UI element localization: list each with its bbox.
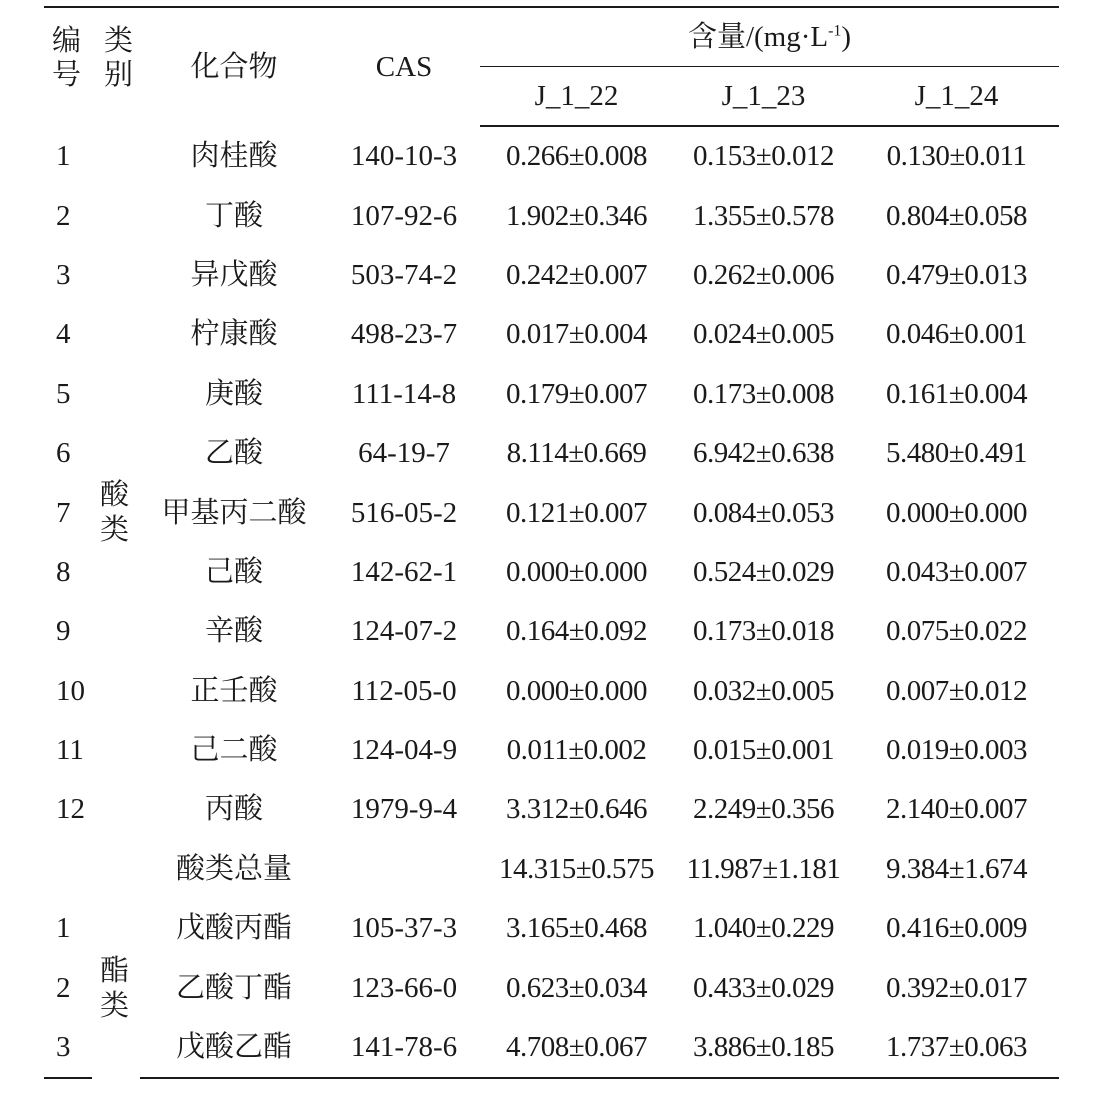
cas-number: 516-05-2 <box>350 496 458 529</box>
table-row <box>44 721 1059 780</box>
content-value-sample-2: 0.153±0.012 <box>693 140 834 173</box>
row-number: 3 <box>56 258 71 291</box>
content-value-sample-2: 0.524±0.029 <box>693 555 834 588</box>
cas-number: 64-19-7 <box>358 437 450 470</box>
header-no <box>44 7 92 126</box>
cas-number: 142-62-1 <box>350 555 458 588</box>
content-value-sample-1: 14.315±0.575 <box>499 852 654 885</box>
row-number: 4 <box>56 318 71 351</box>
content-value-sample-1: 0.017±0.004 <box>506 318 647 351</box>
content-value-sample-3: 0.130±0.011 <box>886 140 1027 173</box>
content-value-sample-2: 0.032±0.005 <box>693 674 834 707</box>
content-value-sample-3: 2.140±0.007 <box>886 793 1027 826</box>
category-cell <box>92 126 140 899</box>
compound-content-table <box>44 6 1059 1079</box>
compound-name: 丙酸 <box>204 793 263 826</box>
content-value-sample-2: 0.084±0.053 <box>693 496 834 529</box>
table-row <box>44 186 1059 245</box>
table-row <box>44 780 1059 839</box>
category-cell <box>92 899 140 1078</box>
header-content-sup: -1 <box>828 21 842 39</box>
compound-name: 正壬酸 <box>190 674 278 707</box>
header-cat-char-2: 别 <box>104 59 134 92</box>
table-row <box>44 1018 1059 1078</box>
content-value-sample-2: 2.249±0.356 <box>693 793 834 826</box>
row-number: 1 <box>56 139 71 172</box>
cas-number: 1979-9-4 <box>350 793 458 826</box>
category-char-2: 类 <box>100 513 130 546</box>
compound-name: 丁酸 <box>204 199 263 232</box>
compound-table-page <box>44 6 1059 1079</box>
content-value-sample-2: 0.024±0.005 <box>693 318 834 351</box>
table-row <box>44 899 1059 958</box>
header-content-main: 含量/(mg·L <box>687 20 829 53</box>
cas-number: 498-23-7 <box>350 318 458 351</box>
content-value-sample-3: 0.479±0.013 <box>886 258 1027 291</box>
content-value-sample-3: 0.161±0.004 <box>886 377 1027 410</box>
cas-number: 107-92-6 <box>350 199 458 232</box>
table-row <box>44 483 1059 542</box>
compound-name: 甲基丙二酸 <box>161 496 307 529</box>
content-value-sample-1: 1.902±0.346 <box>506 199 647 232</box>
cas-number: 105-37-3 <box>350 912 458 945</box>
content-value-sample-1: 0.623±0.034 <box>506 971 647 1004</box>
content-value-sample-1: 0.179±0.007 <box>506 377 647 410</box>
header-no-char-1: 编 <box>52 25 82 57</box>
compound-name: 己二酸 <box>190 734 278 767</box>
content-value-sample-1: 4.708±0.067 <box>480 1018 673 1078</box>
content-value-sample-1: 0.242±0.007 <box>506 258 647 291</box>
category-char-1: 酸 <box>100 479 130 512</box>
header-content-close: ) <box>841 20 852 53</box>
row-number: 2 <box>56 199 71 232</box>
content-value-sample-3: 0.075±0.022 <box>886 615 1027 648</box>
cas-number: 124-04-9 <box>350 734 458 767</box>
content-value-sample-3: 1.737±0.063 <box>854 1018 1059 1078</box>
compound-name: 辛酸 <box>204 615 263 648</box>
category-char-2: 类 <box>100 989 130 1022</box>
header-sample-3: J_1_24 <box>854 67 1059 127</box>
row-number: 9 <box>56 615 71 648</box>
content-value-sample-2: 0.433±0.029 <box>693 971 834 1004</box>
content-value-sample-2: 0.173±0.008 <box>693 377 834 410</box>
row-number: 10 <box>56 674 85 707</box>
content-value-sample-3: 0.000±0.000 <box>886 496 1027 529</box>
content-value-sample-1: 0.000±0.000 <box>506 674 647 707</box>
compound-name: 酸类总量 <box>175 852 292 885</box>
content-value-sample-2: 3.886±0.185 <box>673 1018 854 1078</box>
header-cat-char-1: 类 <box>104 25 134 57</box>
cas-number: 503-74-2 <box>350 258 458 291</box>
header-sample-2: J_1_23 <box>673 67 854 127</box>
content-value-sample-1: 0.266±0.008 <box>506 140 647 173</box>
header-cas: CAS <box>328 7 480 126</box>
content-value-sample-3: 0.804±0.058 <box>886 199 1027 232</box>
cas-number: 124-07-2 <box>350 615 458 648</box>
content-value-sample-2: 6.942±0.638 <box>693 437 834 470</box>
header-content <box>480 7 1059 67</box>
content-value-sample-1: 3.312±0.646 <box>506 793 647 826</box>
cas-number: 112-05-0 <box>351 674 457 707</box>
category-char-1: 酯 <box>100 955 130 988</box>
row-number <box>44 840 92 899</box>
content-value-sample-2: 1.040±0.229 <box>693 912 834 945</box>
row-number: 6 <box>56 437 71 470</box>
row-number: 5 <box>56 377 71 410</box>
table-row <box>44 543 1059 602</box>
compound-name: 庚酸 <box>204 377 263 410</box>
content-value-sample-1: 0.121±0.007 <box>506 496 647 529</box>
content-value-sample-2: 1.355±0.578 <box>693 199 834 232</box>
cas-number: 111-14-8 <box>351 377 457 410</box>
content-value-sample-3: 0.043±0.007 <box>886 555 1027 588</box>
content-value-sample-3: 0.392±0.017 <box>886 971 1027 1004</box>
table-row <box>44 246 1059 305</box>
table-row <box>44 126 1059 186</box>
content-value-sample-2: 0.262±0.006 <box>693 258 834 291</box>
table-row <box>44 365 1059 424</box>
content-value-sample-2: 11.987±1.181 <box>686 852 841 885</box>
row-number: 3 <box>44 1018 92 1078</box>
cas-number <box>328 840 480 899</box>
table-row <box>44 662 1059 721</box>
compound-name: 乙酸 <box>204 437 263 470</box>
cas-number: 141-78-6 <box>328 1018 480 1078</box>
table-row <box>44 602 1059 661</box>
content-value-sample-1: 8.114±0.669 <box>506 437 647 470</box>
header-no-char-2: 号 <box>52 59 82 92</box>
content-value-sample-2: 0.015±0.001 <box>693 734 834 767</box>
content-value-sample-2: 0.173±0.018 <box>693 615 834 648</box>
compound-name: 异戊酸 <box>190 258 278 291</box>
content-value-sample-3: 0.007±0.012 <box>886 674 1027 707</box>
compound-name: 乙酸丁酯 <box>175 971 292 1004</box>
row-number: 1 <box>56 912 71 945</box>
table-row <box>44 840 1059 899</box>
content-value-sample-1: 3.165±0.468 <box>506 912 647 945</box>
header-category <box>92 7 140 126</box>
content-value-sample-1: 0.000±0.000 <box>506 555 647 588</box>
table-row <box>44 958 1059 1017</box>
content-value-sample-1: 0.164±0.092 <box>506 615 647 648</box>
compound-name: 戊酸丙酯 <box>175 912 292 945</box>
content-value-sample-3: 5.480±0.491 <box>886 437 1027 470</box>
table-row <box>44 424 1059 483</box>
header-sample-1: J_1_22 <box>480 67 673 127</box>
row-number: 2 <box>56 971 71 1004</box>
cas-number: 123-66-0 <box>350 971 458 1004</box>
cas-number: 140-10-3 <box>350 139 458 172</box>
compound-name: 戊酸乙酯 <box>140 1018 328 1078</box>
compound-name: 肉桂酸 <box>190 139 278 172</box>
table-body <box>44 126 1059 1078</box>
row-number: 12 <box>56 793 85 826</box>
content-value-sample-3: 0.019±0.003 <box>886 734 1027 767</box>
content-value-sample-3: 0.416±0.009 <box>886 912 1027 945</box>
header-compound: 化合物 <box>140 7 328 126</box>
content-value-sample-3: 0.046±0.001 <box>886 318 1027 351</box>
table-row <box>44 305 1059 364</box>
row-number: 11 <box>56 734 84 767</box>
content-value-sample-1: 0.011±0.002 <box>506 734 647 767</box>
row-number: 8 <box>56 555 71 588</box>
table-header <box>44 7 1059 126</box>
content-value-sample-3: 9.384±1.674 <box>886 852 1027 885</box>
row-number: 7 <box>56 496 71 529</box>
compound-name: 己酸 <box>204 555 263 588</box>
compound-name: 柠康酸 <box>190 318 278 351</box>
